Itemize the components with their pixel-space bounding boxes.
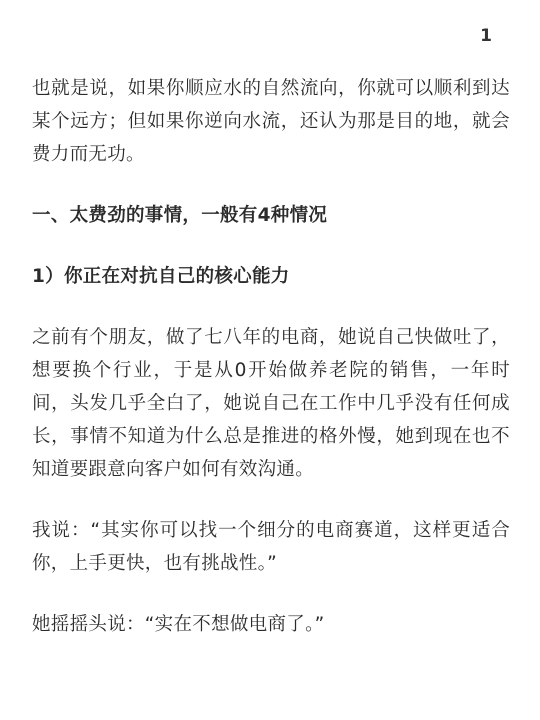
subsection-heading: 1）你正在对抗自己的核心能力 bbox=[32, 266, 290, 287]
article-body bbox=[32, 72, 510, 669]
paragraph-intro: 也就是说，如果你顺应水的自然流向，你就可以顺利到达某个远方；但如果你逆向水流，还认为那是目的地，就会费力而无功。 bbox=[32, 78, 510, 165]
paragraph-quote-her: 她摇摇头说：“实在不想做电商了。” bbox=[32, 614, 325, 635]
section-heading: 一、太费劲的事情，一般有4种情况 bbox=[32, 205, 328, 226]
paragraph-story: 之前有个朋友，做了七八年的电商，她说自己快做吐了，想要换个行业，于是从0开始做养老院的销售，一年时间，头发几乎全白了，她说自己在工作中几乎没有任何成长，事情不知道为什么总是推进的格外慢，她到现在也不知道要跟意向客户如何有效沟通。 bbox=[32, 327, 510, 480]
page-number: 1 bbox=[480, 26, 492, 46]
paragraph-quote-me: 我说：“其实你可以找一个细分的电商赛道，这样更适合你，上手更快，也有挑战性。” bbox=[32, 520, 510, 574]
